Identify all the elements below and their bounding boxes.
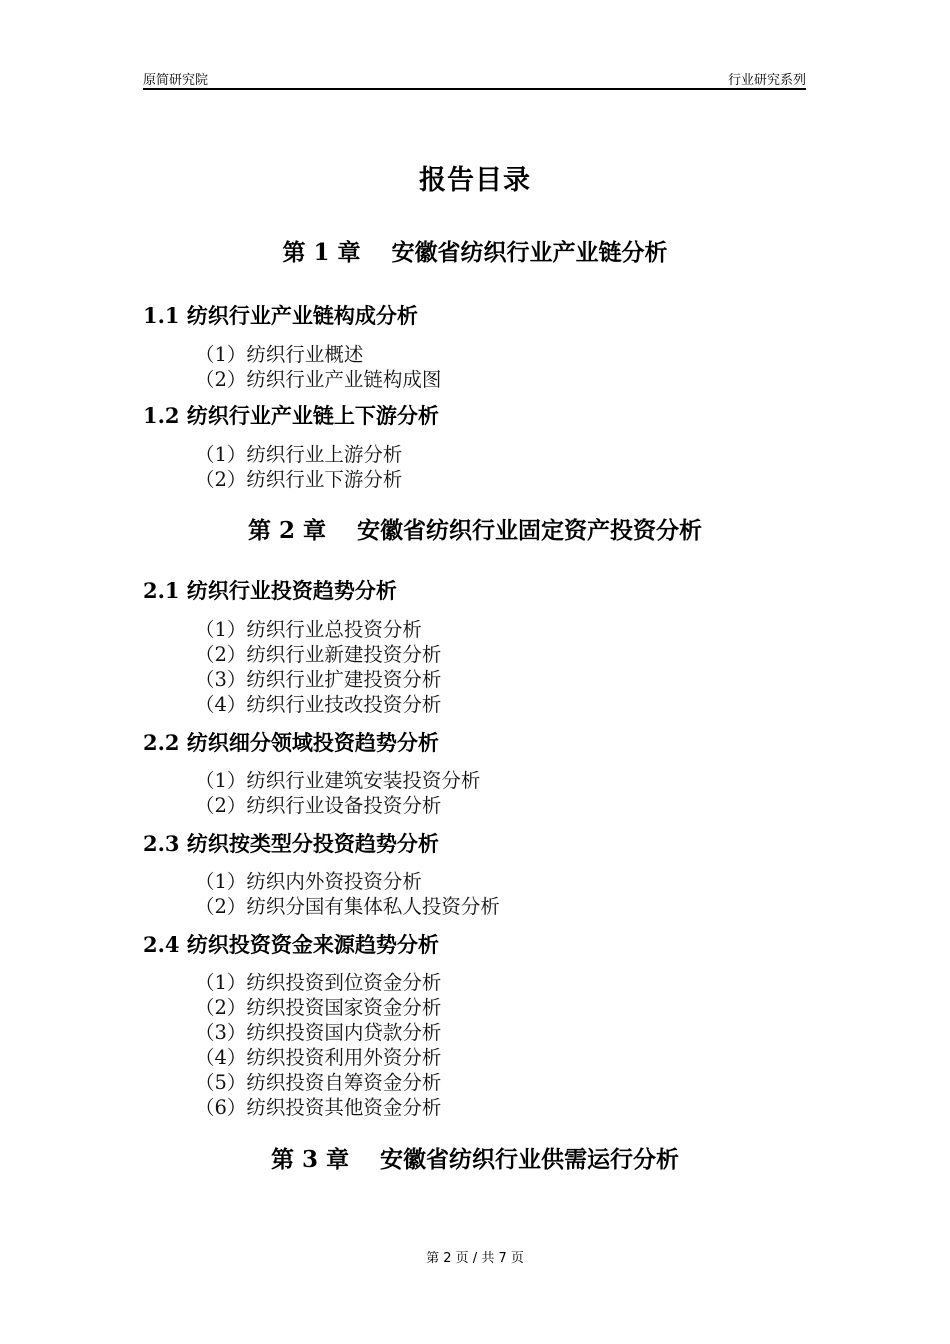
toc-item: （4）纺织行业技改投资分析 xyxy=(195,693,442,716)
toc-item: （2）纺织投资国家资金分析 xyxy=(195,996,442,1019)
toc-item: （1）纺织行业上游分析 xyxy=(195,443,403,466)
toc-item: （1）纺织内外资投资分析 xyxy=(195,870,422,893)
toc-item: （1）纺织行业建筑安装投资分析 xyxy=(195,769,481,792)
toc-item: （1）纺织行业总投资分析 xyxy=(195,618,422,641)
toc-item: （5）纺织投资自筹资金分析 xyxy=(195,1071,442,1094)
section-heading: 1.1 纺织行业产业链构成分析 xyxy=(143,303,418,328)
publisher-name: 原简研究院 xyxy=(143,73,209,88)
header-rule xyxy=(143,88,806,90)
page-header xyxy=(143,66,806,88)
page-title: 报告目录 xyxy=(419,165,531,196)
chapter-heading: 第 2 章 安徽省纺织行业固定资产投资分析 xyxy=(247,517,703,544)
toc-item: （1）纺织行业概述 xyxy=(195,343,364,366)
toc-item: （6）纺织投资其他资金分析 xyxy=(195,1096,442,1119)
toc-item: （3）纺织投资国内贷款分析 xyxy=(195,1021,442,1044)
section-heading: 2.2 纺织细分领域投资趋势分析 xyxy=(143,730,439,755)
series-name: 行业研究系列 xyxy=(727,73,806,88)
toc-item: （2）纺织行业新建投资分析 xyxy=(195,643,442,666)
chapter-heading: 第 1 章 安徽省纺织行业产业链分析 xyxy=(282,239,668,266)
section-heading: 2.3 纺织按类型分投资趋势分析 xyxy=(143,831,439,856)
toc-item: （2）纺织分国有集体私人投资分析 xyxy=(195,895,500,918)
toc-item: （2）纺织行业设备投资分析 xyxy=(195,794,442,817)
toc-item: （2）纺织行业产业链构成图 xyxy=(195,368,442,391)
chapter-heading: 第 3 章 安徽省纺织行业供需运行分析 xyxy=(270,1146,680,1173)
toc-item: （1）纺织投资到位资金分析 xyxy=(195,971,442,994)
page-number: 第 2 页 / 共 7 页 xyxy=(426,1251,524,1266)
toc-item: （3）纺织行业扩建投资分析 xyxy=(195,668,442,691)
section-heading: 2.1 纺织行业投资趋势分析 xyxy=(143,578,397,603)
toc-item: （4）纺织投资利用外资分析 xyxy=(195,1046,442,1069)
section-heading: 2.4 纺织投资资金来源趋势分析 xyxy=(143,932,439,957)
section-heading: 1.2 纺织行业产业链上下游分析 xyxy=(143,403,439,428)
toc-item: （2）纺织行业下游分析 xyxy=(195,468,403,491)
